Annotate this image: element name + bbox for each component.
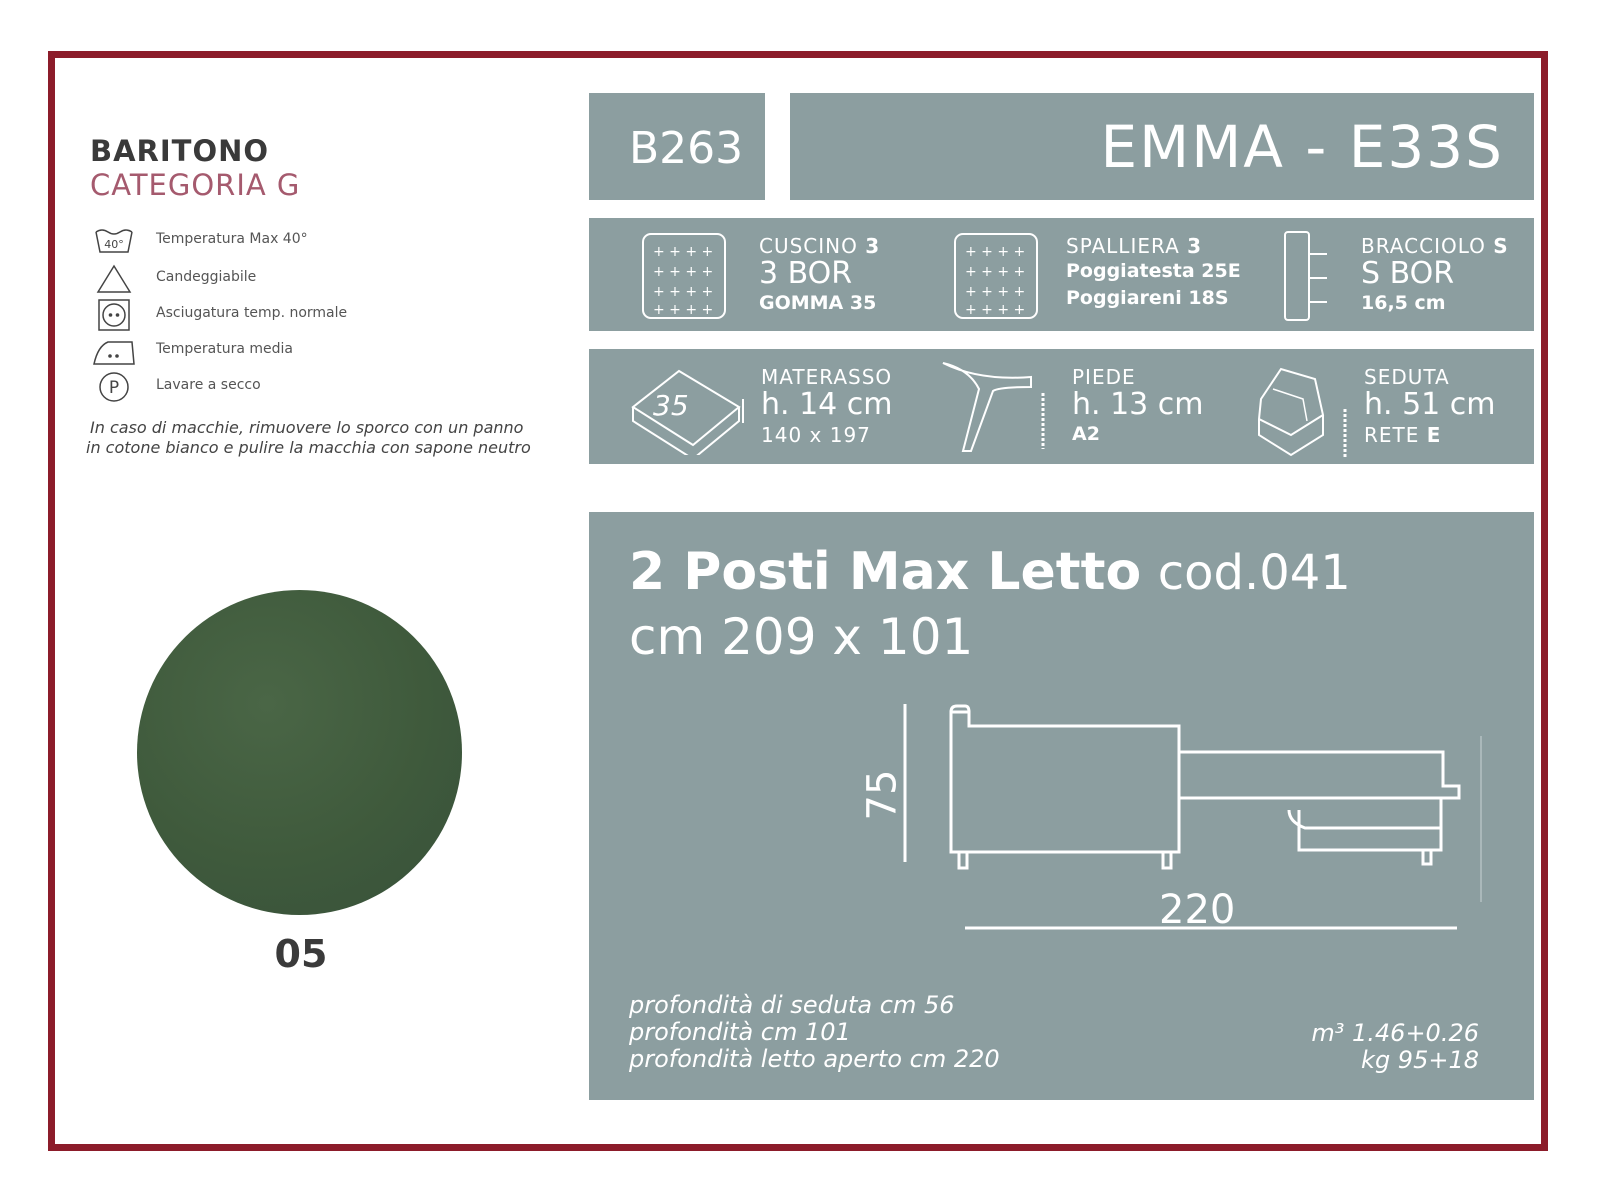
seat-icon (1251, 359, 1371, 459)
dry-clean-p-icon (92, 370, 136, 404)
svg-text:+ + + +: + + + + (965, 244, 1026, 260)
svg-text:P: P (108, 378, 120, 398)
arm-line3: 16,5 cm (1361, 292, 1446, 314)
tumble-dry-icon (92, 298, 136, 332)
bleach-triangle-icon (92, 262, 136, 296)
back-label-text: SPALLIERA (1066, 234, 1180, 258)
care-label: Asciugatura temp. normale (156, 305, 348, 321)
product-logistics (1311, 1020, 1479, 1074)
cushion-label (759, 234, 880, 258)
seat-line3-bold: E (1426, 423, 1442, 447)
model-panel (790, 93, 1534, 200)
foot-label: PIEDE (1072, 365, 1136, 389)
svg-text:+ + + +: + + + + (965, 264, 1026, 280)
product-details (629, 992, 1000, 1073)
cushion-icon (641, 232, 727, 320)
product-size: cm 209 x 101 (629, 608, 974, 666)
svg-text:+ + + +: + + + + (653, 302, 714, 318)
svg-text:+ + + +: + + + + (653, 284, 714, 300)
svg-text:+ + + +: + + + + (653, 264, 714, 280)
code-panel (589, 93, 765, 200)
arm-num: S (1493, 234, 1509, 258)
back-num: 3 (1187, 234, 1203, 258)
care-item-bleach (92, 262, 512, 296)
back-line2: Poggiatesta 25E (1066, 260, 1241, 282)
cushion-line2: 3 BOR (759, 256, 853, 291)
care-item-dryclean (92, 370, 512, 404)
cushion-label-text: CUSCINO (759, 234, 858, 258)
arm-label-text: BRACCIOLO (1361, 234, 1486, 258)
cushion-num: 3 (865, 234, 881, 258)
specs-row-2 (589, 349, 1534, 464)
care-label: Temperatura media (156, 341, 294, 357)
arm-label (1361, 234, 1509, 258)
care-label: Lavare a secco (156, 377, 261, 393)
svg-text:40°: 40° (104, 238, 124, 251)
product-title (629, 542, 1351, 602)
svg-text:+ + + +: + + + + (965, 302, 1026, 318)
foot-line3: A2 (1072, 423, 1100, 445)
mattress-line3: 140 x 197 (761, 423, 871, 447)
mattress-icon (629, 359, 749, 455)
wash-40-icon (92, 224, 136, 258)
back-cushion-icon (953, 232, 1039, 320)
detail-line: profondità letto aperto cm 220 (629, 1045, 1000, 1073)
dim-width: 220 (1159, 887, 1236, 933)
fabric-category: CATEGORIA G (90, 168, 301, 202)
mattress-label: MATERASSO (761, 365, 893, 389)
detail-line: profondità cm 101 (629, 1018, 851, 1046)
specs-row-1 (589, 218, 1534, 331)
iron-medium-icon (92, 334, 136, 368)
seat-line3-pre: RETE (1364, 423, 1420, 447)
care-item-wash (92, 224, 512, 258)
back-label (1066, 234, 1202, 258)
mattress-icon-text: 35 (653, 389, 689, 422)
fabric-name: BARITONO (90, 134, 270, 168)
mattress-line2: h. 14 cm (761, 387, 893, 422)
swatch-code: 05 (274, 932, 328, 976)
care-label: Candeggiabile (156, 269, 257, 285)
detail-line: profondità di seduta cm 56 (629, 991, 955, 1019)
seat-line2: h. 51 cm (1364, 387, 1496, 422)
care-note-line1: In caso di macchie, rimuovere lo sporco con un panno (90, 418, 524, 437)
weight: kg 95+18 (1361, 1046, 1479, 1074)
care-item-iron (92, 334, 512, 368)
care-note-line2: in cotone bianco e pulire la macchia con sapone neutro (86, 438, 531, 457)
foot-line2: h. 13 cm (1072, 387, 1204, 422)
care-label: Temperatura Max 40° (156, 231, 308, 247)
cushion-line3: GOMMA 35 (759, 292, 877, 314)
product-code-ref: cod.041 (1157, 545, 1351, 601)
fabric-swatch (137, 590, 462, 915)
dim-height: 75 (859, 769, 906, 821)
armrest-icon (1283, 230, 1331, 322)
seat-label: SEDUTA (1364, 365, 1450, 389)
back-line3: Poggiareni 18S (1066, 287, 1229, 309)
care-item-dry (92, 298, 512, 332)
svg-text:+ + + +: + + + + (965, 284, 1026, 300)
foot-icon (939, 359, 1069, 455)
arm-line2: S BOR (1361, 256, 1455, 291)
seat-line3 (1364, 423, 1441, 447)
product-title-bold: 2 Posti Max Letto (629, 542, 1142, 602)
product-code: B263 (629, 123, 744, 174)
model-name: EMMA - E33S (1100, 113, 1504, 181)
volume: m³ 1.46+0.26 (1311, 1019, 1479, 1047)
product-panel (589, 512, 1534, 1100)
svg-text:+ + + +: + + + + (653, 244, 714, 260)
